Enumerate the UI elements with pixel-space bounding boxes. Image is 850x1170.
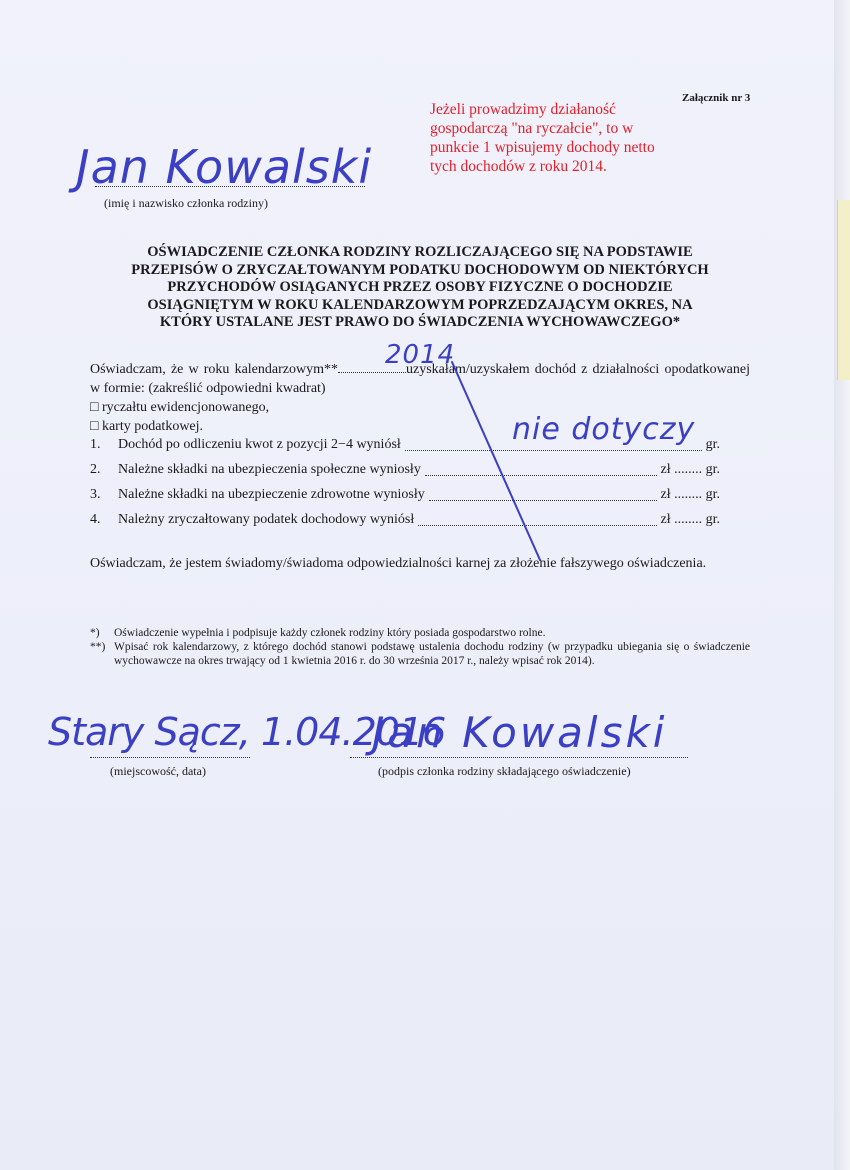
place-dotted-line [90, 757, 250, 758]
signature-caption: (podpis członka rodziny składającego oświadczenie) [378, 764, 631, 778]
option-tax-card: □ karty podatkowej. [90, 419, 204, 434]
title-line: KTÓRY USTALANE JEST PRAWO DO ŚWIADCZENIA WYCHOWAWCZEGO* [159, 314, 681, 330]
footnote-text: Oświadczenie wypełnia i podpisuje każdy członek rodziny który posiada gospodarstwo rolne. [114, 627, 546, 639]
item-suffix: zł ........ gr. [660, 511, 720, 527]
attachment-label: Załącznik nr 3 [682, 92, 751, 104]
paper-tab [837, 200, 850, 380]
title-line: PRZYCHODÓW OSIĄGANYCH PRZEZ OSOBY FIZYCZNE O DOCHODZIE [167, 279, 673, 295]
title-line: PRZEPISÓW O ZRYCZAŁTOWANYM PODATKU DOCHODOWYM OD NIEKTÓRYCH [131, 261, 709, 278]
footnote-mark: **) [90, 641, 106, 653]
handwritten-year: 2014 [385, 340, 456, 370]
footnote-text: Wpisać rok kalendarzowy, z którego dochód stanowi podstawę ustalenia dochodu rodziny (w przypadku ubiegania się o świadczenie wychowawcze na okres trwający od 1 kwietnia 2016 r. do 30 września 2017 r., należy wpisać rok 2014). [114, 641, 750, 667]
footnote-mark: *) [90, 627, 100, 639]
scan-edge [834, 0, 850, 1170]
liability-statement: Oświadczam, że jestem świadomy/świadoma odpowiedzialności karnej za złożenie fałszywego oświadczenia. [90, 556, 707, 571]
footnote [90, 626, 750, 640]
item-text: Należny zryczałtowany podatek dochodowy wyniósł [118, 511, 415, 527]
item-text: Dochód po odliczeniu kwot z pozycji 2−4 wyniósł [118, 436, 401, 452]
item-number: 3. [90, 486, 101, 502]
footnote [90, 640, 750, 668]
option-lump-sum: □ ryczałtu ewidencjonowanego, [90, 400, 270, 415]
item-suffix: gr. [705, 436, 720, 452]
item-suffix: zł ........ gr. [660, 461, 720, 477]
handwritten-signature: Jan Kowalski [372, 708, 668, 757]
item-number: 1. [90, 436, 101, 452]
item-text: Należne składki na ubezpieczenia społeczne wyniosły [118, 461, 421, 477]
annotation-note: Jeżeli prowadzimy działaność gospodarczą "na ryczałcie", to w punkcie 1 wpisujemy dochody netto tych dochodów z roku 2014. [430, 101, 655, 175]
title-line: OŚWIADCZENIE CZŁONKA RODZINY ROZLICZAJĄCEGO SIĘ NA PODSTAWIE [147, 244, 693, 260]
name-caption: (imię i nazwisko członka rodziny) [104, 196, 268, 210]
handwritten-not-applicable: nie dotyczy [512, 412, 696, 447]
title-line: OSIĄGNIĘTYM W ROKU KALENDARZOWYM POPRZEDZAJĄCYM OKRES, NA [147, 296, 693, 313]
item-text: Należne składki na ubezpieczenie zdrowotne wyniosły [118, 486, 425, 502]
declaration-end: uzyskałam/uzyskałem dochód z działalności opodatkowanej w formie: (zakreślić odpowiedni kwadrat) [90, 362, 750, 396]
item-number: 2. [90, 461, 101, 477]
signature-dotted-line [350, 757, 688, 758]
item-number: 4. [90, 511, 101, 527]
footnotes [90, 626, 750, 668]
place-caption: (miejscowość, data) [110, 764, 206, 778]
declaration-start: Oświadczam, że w roku kalendarzowym** [90, 362, 338, 377]
handwritten-name: Jan Kowalski [76, 140, 373, 194]
handwritten-place-date: Stary Sącz, 1.04.2016 [48, 710, 446, 754]
item-suffix: zł ........ gr. [660, 486, 720, 502]
